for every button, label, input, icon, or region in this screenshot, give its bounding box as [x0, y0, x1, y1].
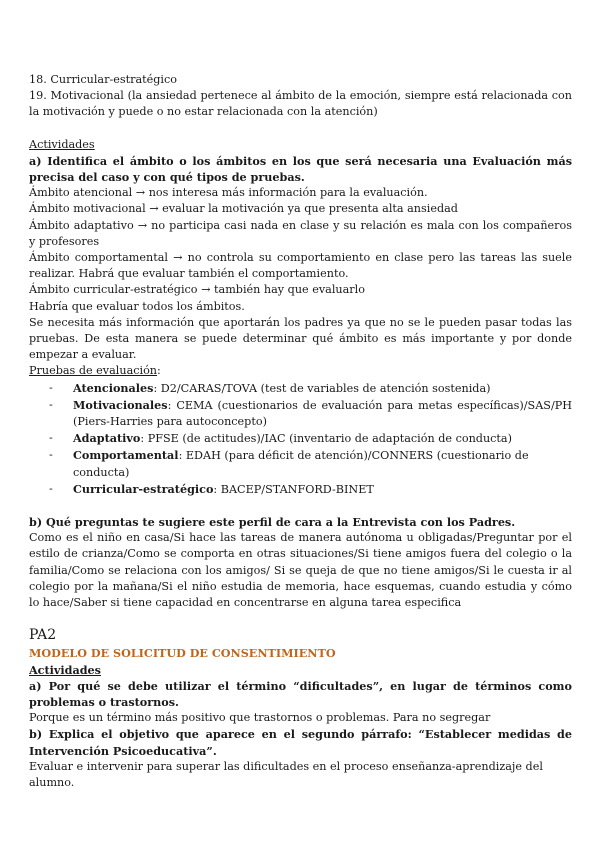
list-item: - Atencionales: D2/CARAS/TOVA (test de variables de atención sostenida): [73, 380, 572, 397]
answer-line: Ámbito comportamental → no controla su comportamiento en clase pero las tareas las suele realizar. Habrá que evaluar también el comportamiento.: [29, 251, 572, 281]
list-item: - Comportamental: EDAH (para déficit de atención)/CONNERS (cuestionario de conducta): [73, 447, 572, 480]
pa2-title: PA2: [29, 627, 57, 644]
question-b: b) Qué preguntas te sugiere este perfil de cara a la Entrevista con los Padres.: [29, 515, 516, 530]
section-heading: Actividades: [29, 137, 95, 151]
tests-heading: Pruebas de evaluación: [29, 364, 158, 378]
pa2-answer-b: Evaluar e intervenir para superar las dificultades en el proceso enseñanza-aprendizaje del alumno.: [29, 759, 543, 789]
list-item: - Motivacionales: CEMA (cuestionarios de evaluación para metas específicas)/SAS/PH (Piers-Harries para autoconcepto): [73, 397, 572, 430]
model-title: MODELO DE SOLICITUD DE CONSENTIMIENTO: [29, 646, 336, 661]
answer-line: Ámbito adaptativo → no participa casi nada en clase y su relación es mala con los compañeros y profesores: [29, 218, 572, 248]
tests-list: [29, 380, 572, 498]
question-a: a) Identifica el ámbito o los ámbitos en los que será necesaria una Evaluación más precisa del caso y con qué tipos de pruebas.: [29, 153, 572, 185]
list-item: 19. Motivacional (la ansiedad pertenece al ámbito de la emoción, siempre está relacionada con la motivación y puede o no estar relacionada con la atención): [29, 89, 572, 119]
list-item: - Adaptativo: PFSE (de actitudes)/IAC (inventario de adaptación de conducta): [73, 430, 572, 447]
pa2-question-a: a) Por qué se debe utilizar el término “dificultades”, en lugar de términos como problemas o trastornos.: [29, 678, 572, 709]
list-item: - Curricular-estratégico: BACEP/STANFORD-BINET: [73, 481, 572, 498]
list-item: 18. Curricular-estratégico: [29, 73, 177, 86]
pa2-question-b: b) Explica el objetivo que aparece en el segundo párrafo: “Establecer medidas de Intervención Psicoeducativa”.: [29, 727, 572, 758]
answer-b: Como es el niño en casa/Si hace las tareas de manera autónoma u obligadas/Preguntar por el estilo de crianza/Como se comporta en otras situaciones/Si tiene amigos fuera del colegio o la familia/Como se relaciona con los amigos/ Si se queja de que no tiene amigos/Si le cuesta ir al colegio por la mañana/Si el niño estudia de memoria, hace esquemas, cuando estudia y cómo lo hace/Saber si tiene capacidad en concentrarse en alguna tarea especifica: [29, 531, 572, 610]
answer-line: Ámbito curricular-estratégico → también hay que evaluarlo: [29, 283, 365, 297]
tests-heading-line: Pruebas de evaluación:: [29, 364, 161, 378]
answer-line: Ámbito motivacional → evaluar la motivación ya que presenta alta ansiedad: [29, 202, 458, 216]
answer-line: Se necesita más información que aportarán los padres ya que no se le pueden pasar todas las pruebas. De esta manera se puede determinar qué ámbito es más importante y por donde empezar a evaluar.: [29, 315, 572, 362]
pa2-answer-a: Porque es un término más positivo que trastornos o problemas. Para no segregar: [29, 711, 491, 725]
answer-line: Ámbito atencional → nos interesa más información para la evaluación.: [29, 186, 428, 200]
document-page: [29, 72, 572, 791]
answer-line: Habría que evaluar todos los ámbitos.: [29, 299, 245, 313]
activities-heading: Actividades: [29, 662, 101, 677]
